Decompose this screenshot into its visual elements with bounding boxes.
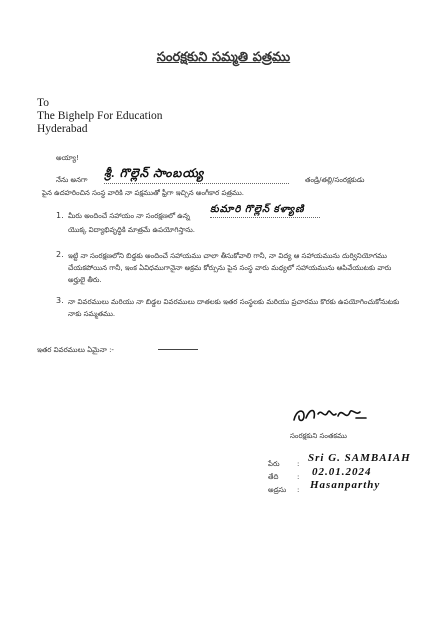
item-3-number: 3. xyxy=(56,296,64,305)
field-name-colon: : xyxy=(297,460,300,468)
field-address-value: Hasanparthy xyxy=(310,479,381,491)
signature-label: సంరక్షకుని సంతకము xyxy=(290,432,347,440)
intro-line2: పైన ఉదహరించిన సంస్థ వారికి నా పక్షముతో ఫ్రీగా ఇచ్చిన అంగీకార పత్రము. xyxy=(42,189,244,197)
field-address-colon: : xyxy=(297,486,300,494)
salutation: అయ్యా! xyxy=(56,154,79,162)
address-to: To xyxy=(37,97,49,109)
other-details-label: ఇతర వివరములు ఏమైనా :- xyxy=(37,346,114,354)
child-name-handwritten: కుమారి గొల్లెన్ కళ్యాణి xyxy=(210,203,320,218)
item-1-text-end: యొక్క విద్యాభివృద్ధికి మాత్రమే ఉపయోగిస్తాను. xyxy=(68,226,196,234)
item-1-text-start: మీరు అందించే సహాయం నా సంరక్షణలో ఉన్న xyxy=(68,212,190,220)
address-city: Hyderabad xyxy=(37,123,88,135)
address-org: The Bighelp For Education xyxy=(37,110,163,122)
field-name-value: Sri G. SAMBAIAH xyxy=(308,452,411,464)
field-date-label: తేది xyxy=(268,473,279,481)
letter-title: సంరక్షకుని సమ్మతి పత్రము xyxy=(156,50,291,65)
item-2-text: ఇట్టి నా సంరక్షణలోని బిడ్డకు అందించే సహాయము చాలా తీసుకోవాలి గానీ, నా విద్య ఆ సహాయమును దుర్వినియోగము చేయకపోయిన గానీ, ఇంక ఏవిధముగానైనా అక్రమ కోర్సును పైన సంస్థ వారు మధ్యలో సహాయమును ఆపివేయుటకు వారు అర్హులై తీరు. xyxy=(68,252,392,284)
field-date-value: 02.01.2024 xyxy=(312,466,372,478)
guardian-signature xyxy=(290,402,370,428)
field-address-label: అడ్రసు xyxy=(268,486,287,494)
intro-prefix: నేను అనగా xyxy=(56,176,88,184)
other-details-dash xyxy=(158,349,198,350)
item-2-number: 2. xyxy=(56,250,64,259)
intro-suffix: తండ్రి/తల్లి/సంరక్షకుడు xyxy=(305,176,365,184)
field-date-colon: : xyxy=(297,473,300,481)
guardian-name-handwritten: శ్రీ. గొల్లెన్ సాంబయ్య xyxy=(104,166,289,184)
item-3-text: నా వివరములు మరియు నా బిడ్డల వివరములు దాతలకు ఇతర సంస్థలకు మరియు ప్రచారము కొరకు ఉపయోగించుకోనుటకు నాకు సమ్మతము. xyxy=(68,298,400,318)
item-1-number: 1. xyxy=(56,211,64,220)
field-name-label: పేరు xyxy=(268,460,280,468)
